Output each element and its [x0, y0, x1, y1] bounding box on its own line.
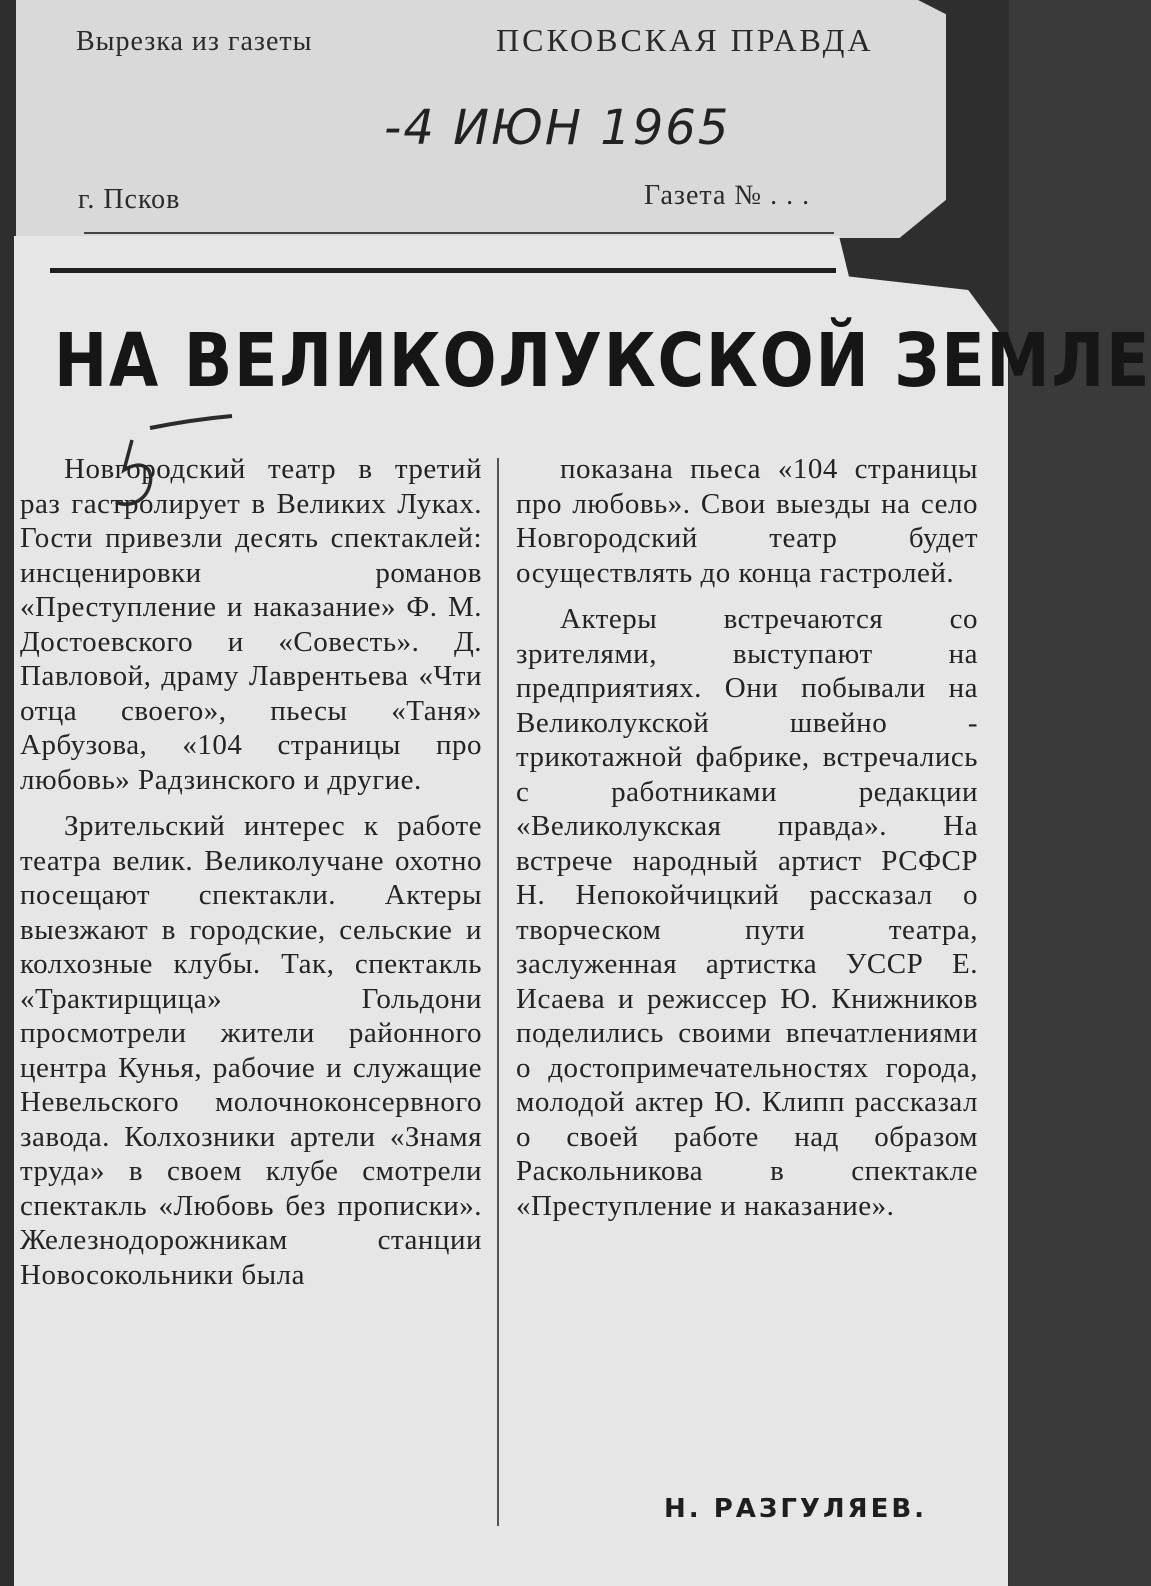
article-column-right: [516, 452, 978, 1223]
article-headline: НА ВЕЛИКОЛУКСКОЙ ЗЕМЛЕ: [54, 318, 1151, 404]
clipping-from-label: Вырезка из газеты: [76, 26, 313, 57]
article-paragraph: показана пьеса «104 страницы про любовь». Свои выезды на село Новгородский театр будет осуществлять до конца гастролей.: [516, 453, 978, 589]
newspaper-name: ПСКОВСКАЯ ПРАВДА: [496, 22, 874, 58]
handwritten-date: -4 ИЮН 1965: [384, 100, 731, 156]
headline-rule: [50, 268, 836, 273]
article-paragraph: Зрительский интерес к работе театра велик. Великолучане охотно посещают спектакли. Актеры выезжают в городские, сельские и колхозные клубы. Так, спектакль «Трактирщица» Гольдони просмотрели жители районного центра Кунья, рабочие и служащие Невельского молочноконсервного завода. Колхозники артели «Знамя труда» в своем клубе смотрели спектакль «Любовь без прописки». Железнодорожникам станции Новосокольники была: [20, 810, 482, 1291]
article-paragraph: Актеры встречаются со зрителями, выступают на предприятиях. Они побывали на Великолукской швейно - трикотажной фабрике, встречались с работниками редакции «Великолукская правда». На встрече народный артист РСФСР Н. Непокойчицкий рассказал о творческом пути театра, заслуженная артистка УССР Е. Исаева и режиссер Ю. Книжников поделились своими впечатлениями о достопримечательностях города, молодой актер Ю. Клипп рассказал о своей работе над образом Раскольникова в спектакле «Преступление и наказание».: [516, 603, 978, 1222]
article-column-left: [20, 452, 482, 1292]
article-paragraph: Новгородский театр в третий раз гастролирует в Великих Луках. Гости привезли десять спектаклей: инсценировки романов «Преступление и наказание» Ф. М. Достоевского и «Совесть». Д. Павловой, драму Лаврентьева «Чти отца своего», пьесы «Таня» Арбузова, «104 страницы про любовь» Радзинского и другие.: [20, 453, 482, 796]
label-underline: [84, 232, 834, 234]
city-label: г. Псков: [78, 184, 181, 215]
column-divider: [497, 458, 499, 1526]
issue-number-label: Газета № . . .: [644, 180, 811, 211]
article-author: Н. РАЗГУЛЯЕВ.: [664, 1494, 928, 1524]
